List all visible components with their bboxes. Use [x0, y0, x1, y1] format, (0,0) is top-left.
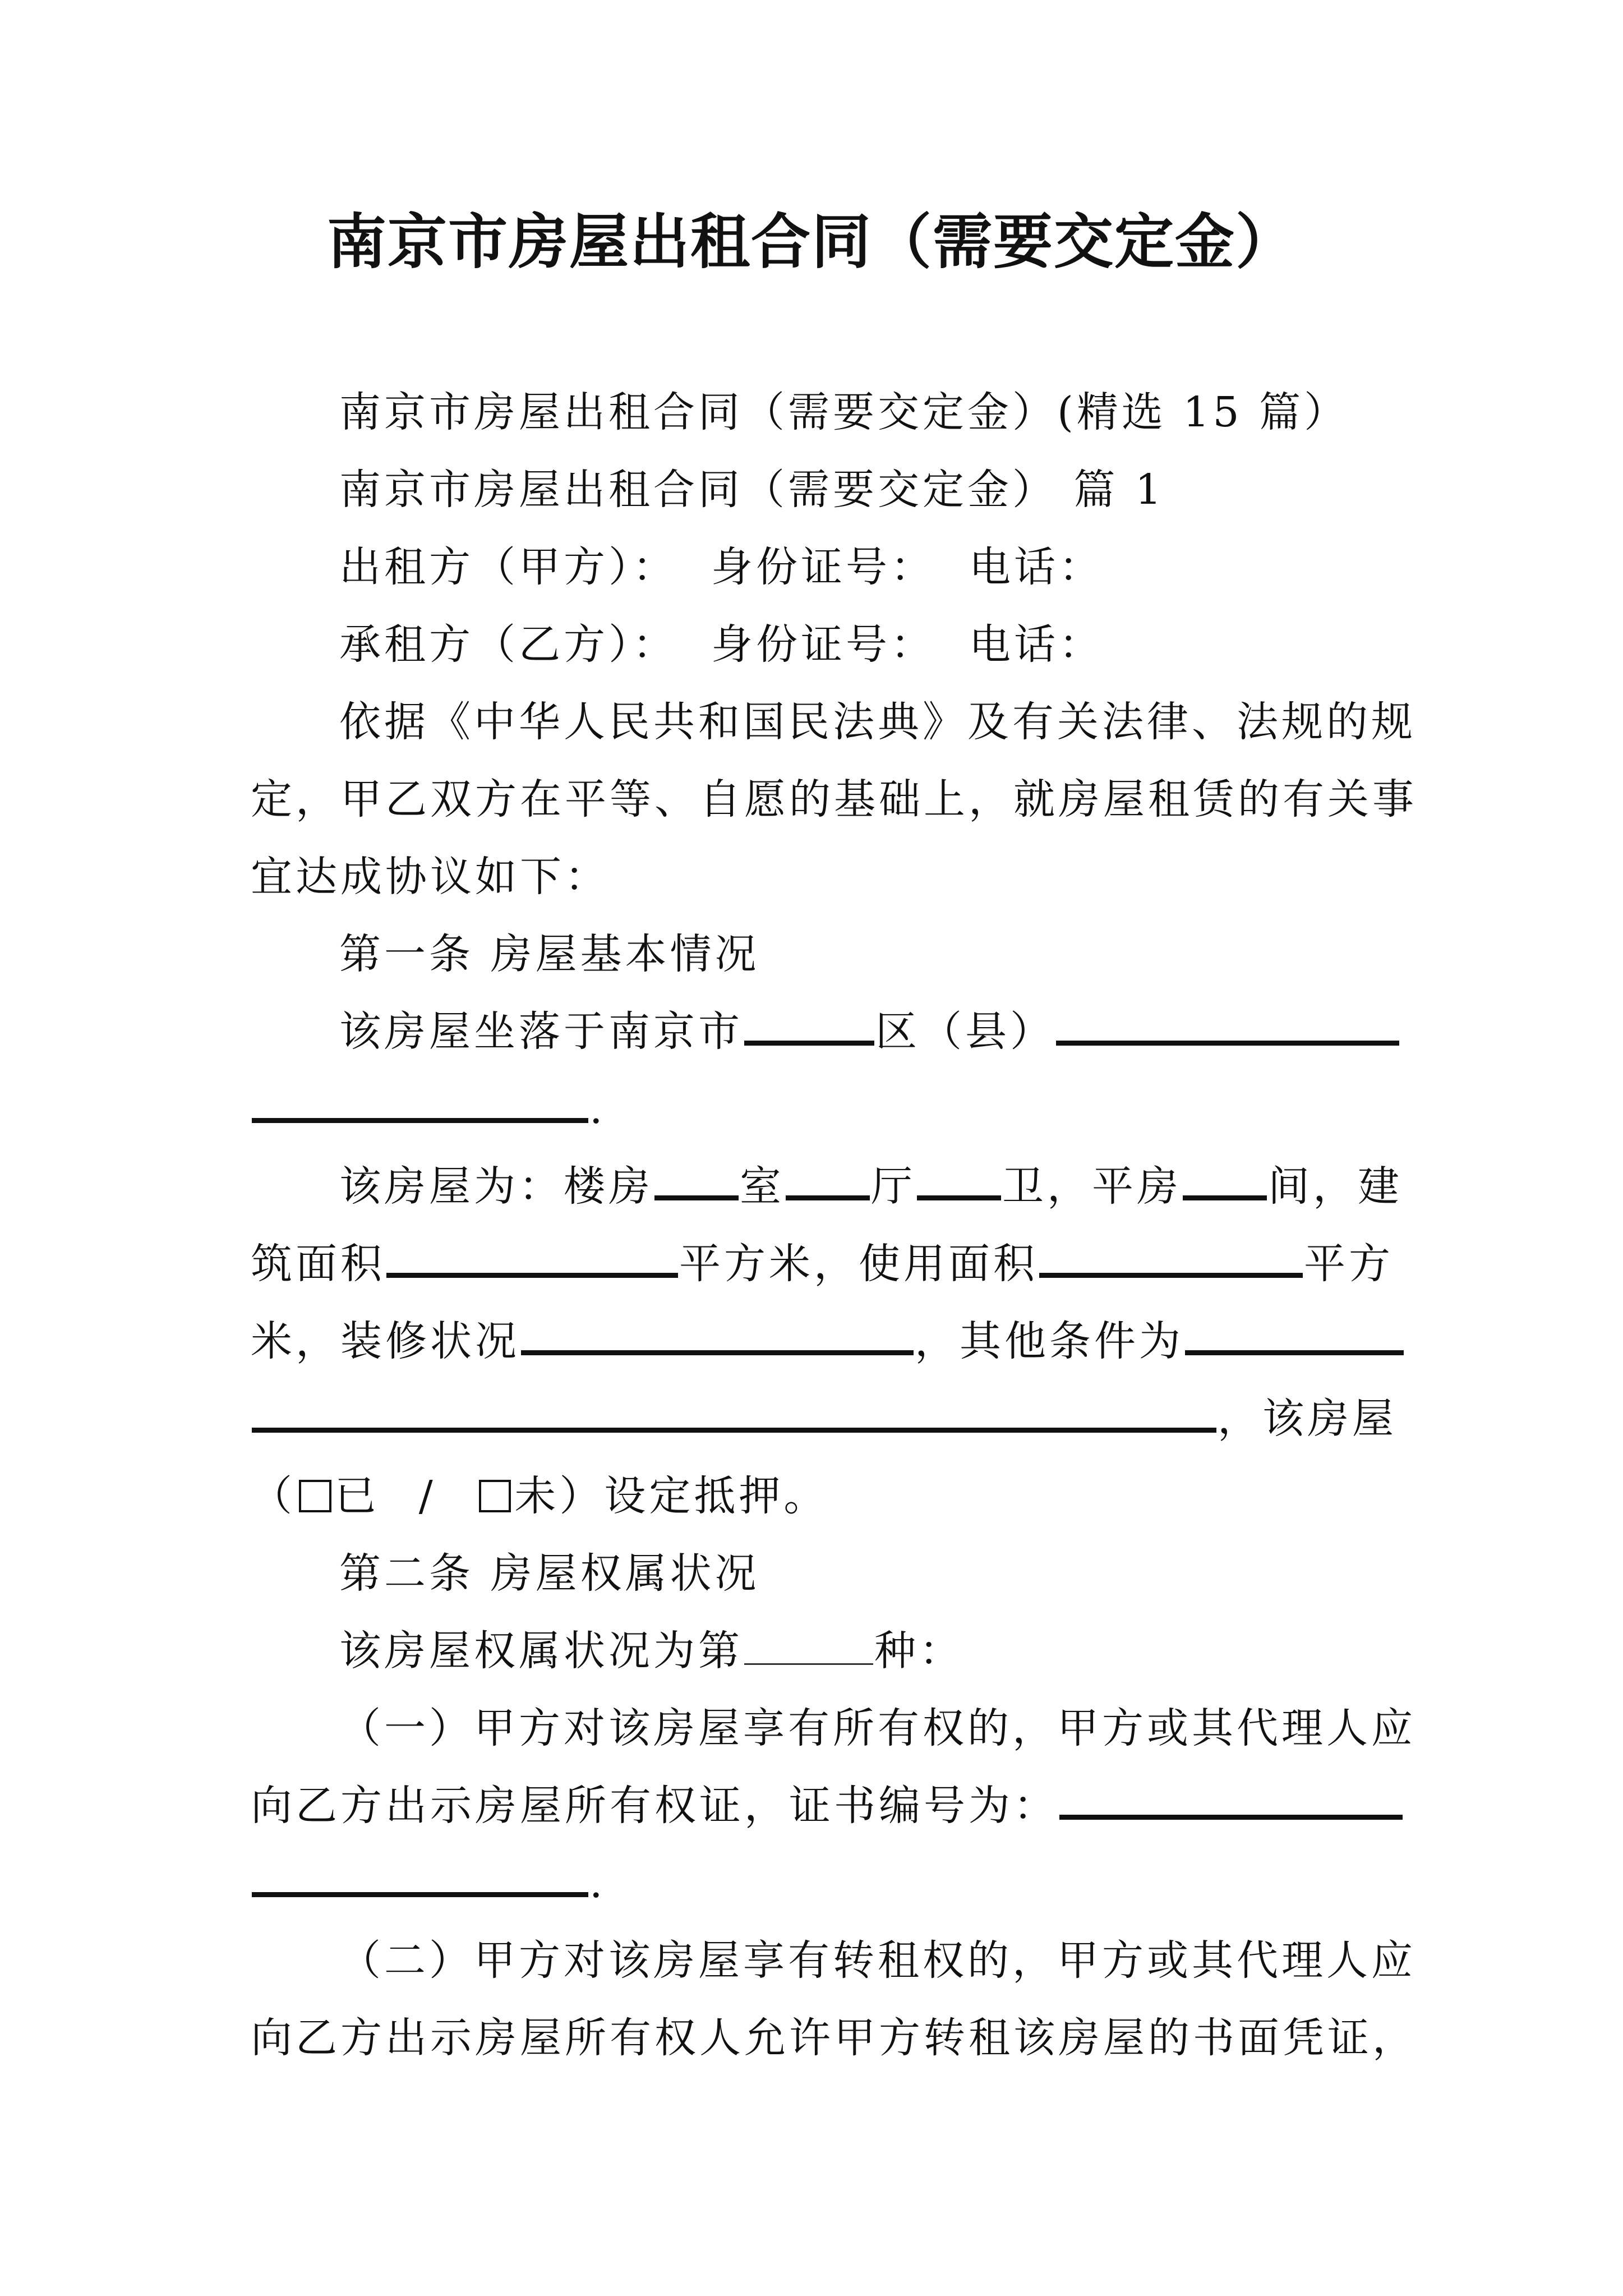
lessee-id-label: 身份证号： — [711, 620, 935, 669]
mortgage-line — [251, 1457, 1384, 1535]
certificate-number-blank — [1059, 1782, 1403, 1820]
other-label: ，其他条件为 — [915, 1317, 1184, 1365]
lessor-phone-label: 电话： — [969, 543, 1104, 591]
location-district-label: 区（县） — [875, 1007, 1055, 1056]
kind-suffix: 种： — [874, 1627, 964, 1675]
lessor-id-label: 身份证号： — [711, 543, 935, 591]
article-1-heading: 第一条 房屋基本情况 — [339, 930, 760, 978]
bath-label: 卫，平房 — [1002, 1162, 1182, 1211]
location-line-2 — [251, 1070, 1384, 1148]
preamble-line-1: 依据《中华人民共和国民法典》及有关法律、法规的规 — [339, 698, 1416, 746]
kind-blank — [744, 1627, 873, 1665]
part-title: 南京市房屋出租合同（需要交定金） 篇 1 — [339, 466, 1165, 514]
kind-prefix: 该房屋权属状况为第 — [339, 1627, 743, 1675]
other-line-2 — [251, 1380, 1397, 1457]
other-blank — [1185, 1318, 1404, 1355]
lessee-phone-label: 电话： — [969, 620, 1104, 669]
document-title: 南京市房屋出租合同（需要交定金） — [327, 208, 1296, 277]
hall-label: 厅 — [871, 1162, 916, 1211]
use-area-blank — [1039, 1240, 1303, 1278]
lessor-line — [251, 528, 1384, 606]
room-count-blank — [654, 1163, 739, 1200]
address-blank — [1056, 1008, 1399, 1046]
location-period: . — [589, 1085, 606, 1133]
mortgage-no-label: 未）设定抵押。 — [514, 1472, 829, 1520]
ownership-kind-line — [251, 1612, 1384, 1690]
build-area-blank — [386, 1240, 678, 1278]
preamble-line-3: 宜达成协议如下： — [251, 853, 610, 901]
article-2-heading: 第二条 房屋权属状况 — [339, 1549, 760, 1598]
decor-blank — [521, 1318, 914, 1355]
clause-1-line-1: （一）甲方对该房屋享有所有权的，甲方或其代理人应 — [339, 1704, 1416, 1752]
mortgage-yes-label: 已 — [334, 1472, 380, 1520]
mortgage-yes-checkbox — [299, 1480, 331, 1512]
decor-line — [251, 1303, 1384, 1380]
clause-1-text: 向乙方出示房屋所有权证，证书编号为： — [251, 1782, 1058, 1830]
address-blank-cont — [252, 1085, 588, 1123]
preamble-line-2: 定，甲乙双方在平等、自愿的基础上，就房屋租赁的有关事 — [251, 775, 1417, 823]
district-blank — [744, 1008, 874, 1046]
other-tail: ，该房屋 — [1218, 1395, 1397, 1443]
mortgage-no-checkbox — [479, 1480, 511, 1512]
lessor-label: 出租方（甲方）： — [339, 543, 677, 591]
area-prefix: 筑面积 — [251, 1240, 385, 1288]
house-desc-line — [251, 1148, 1403, 1225]
jian-label: 间，建 — [1268, 1162, 1403, 1211]
location-line — [251, 993, 1384, 1070]
mortgage-slash: / — [418, 1472, 436, 1520]
bath-count-blank — [917, 1163, 1001, 1200]
area-unit-2: 平方 — [1304, 1240, 1394, 1288]
lessee-label: 承租方（乙方）： — [339, 620, 677, 669]
clause-1-line-2 — [251, 1767, 1384, 1844]
decor-prefix: 米，装修状况 — [251, 1317, 520, 1365]
area-unit: 平方米，使用面积 — [679, 1240, 1038, 1288]
desc-prefix: 该房屋为：楼房 — [339, 1162, 653, 1211]
hall-count-blank — [786, 1163, 870, 1200]
location-prefix: 该房屋坐落于南京市 — [339, 1007, 743, 1056]
clause-2-line-1: （二）甲方对该房屋享有转租权的，甲方或其代理人应 — [339, 1936, 1416, 1985]
subtitle: 南京市房屋出租合同（需要交定金）(精选 15 篇） — [339, 388, 1349, 436]
mortgage-open: （ — [251, 1472, 296, 1520]
lessee-line — [251, 606, 1384, 683]
clause-1-line-3 — [251, 1844, 1384, 1922]
certificate-number-blank-cont — [252, 1860, 588, 1897]
area-line — [251, 1225, 1394, 1303]
room-label: 室 — [740, 1162, 785, 1211]
clause-2-line-2: 向乙方出示房屋所有权人允许甲方转租该房屋的书面凭证， — [251, 2014, 1417, 2062]
other-blank-cont — [252, 1395, 1216, 1433]
clause-1-period: . — [589, 1859, 606, 1907]
bungalow-count-blank — [1183, 1163, 1267, 1200]
document-body — [251, 374, 1417, 2077]
